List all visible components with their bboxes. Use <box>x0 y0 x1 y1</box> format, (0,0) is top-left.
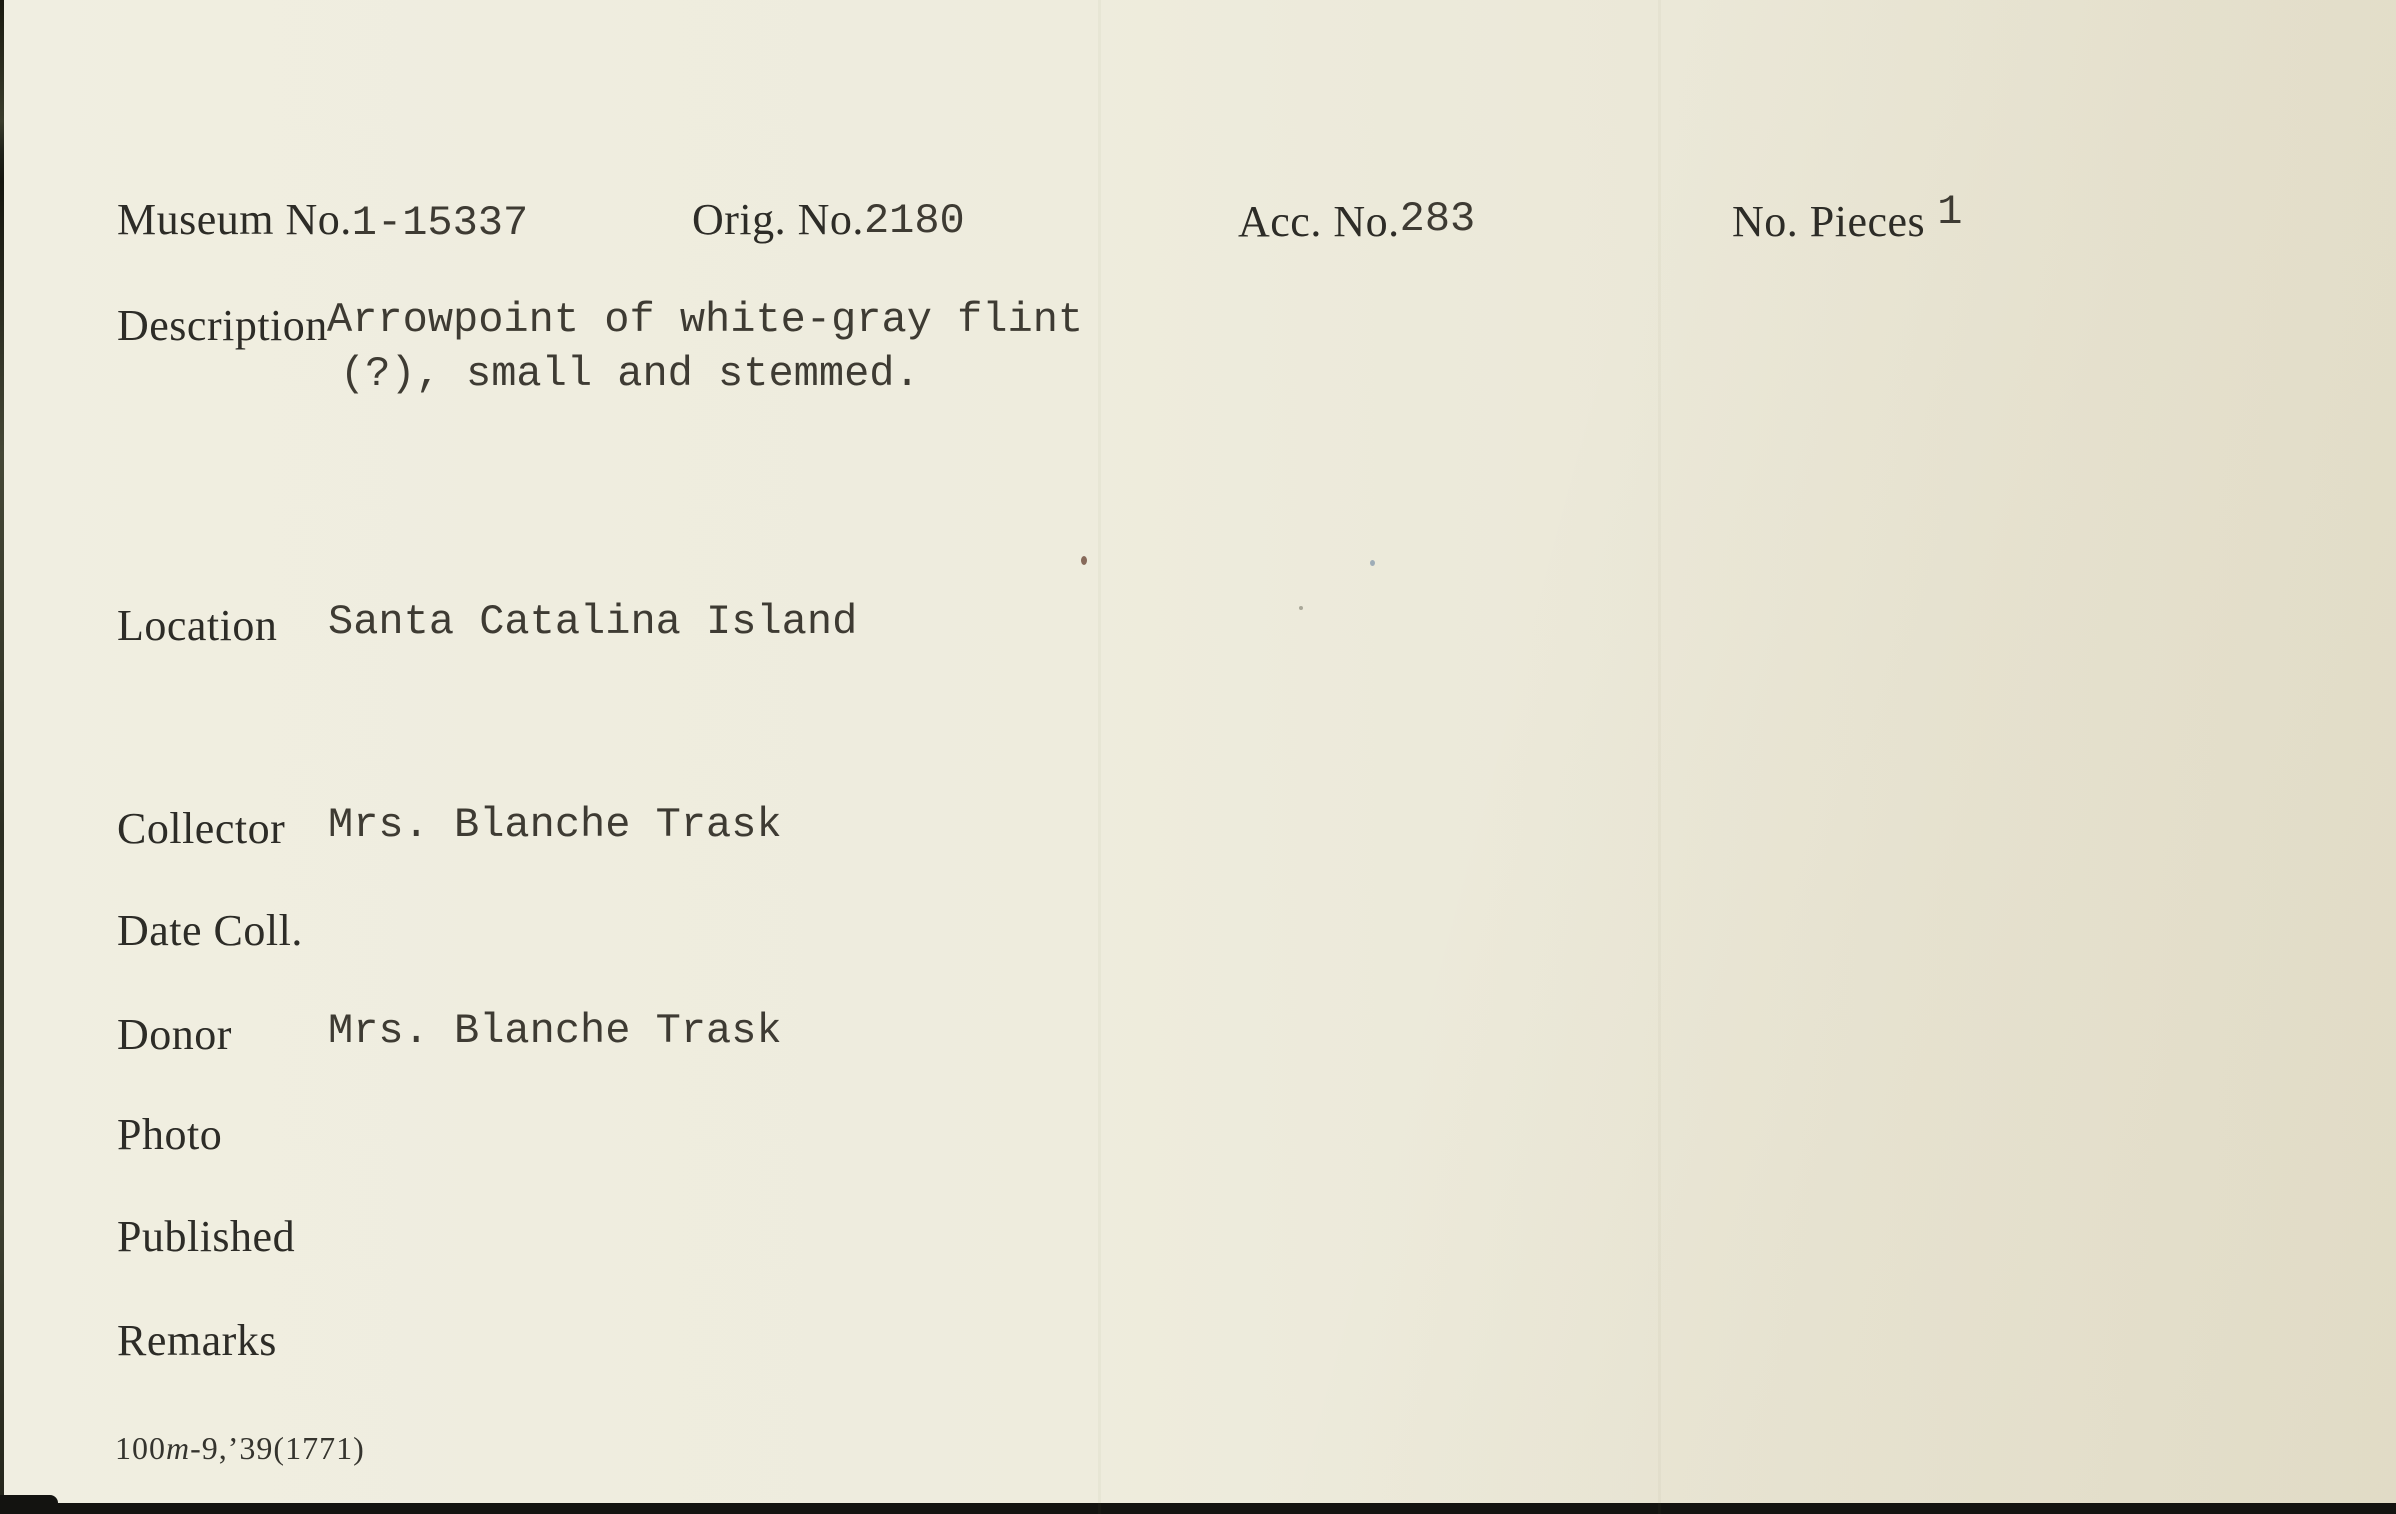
no-pieces-value: 1 <box>1937 188 1963 236</box>
paper-speck <box>1370 560 1375 566</box>
print-code <box>115 1430 365 1467</box>
orig-no-label: Orig. No. <box>692 195 864 244</box>
no-pieces-label: No. Pieces <box>1732 197 1926 246</box>
card-left-edge <box>0 0 4 1514</box>
description-value-line1: Arrowpoint of white-gray flint <box>327 296 1084 344</box>
photo-label: Photo <box>117 1110 223 1159</box>
paper-speck <box>1081 556 1087 565</box>
acc-no-label: Acc. No. <box>1238 197 1400 246</box>
scan-line-artifact <box>1098 0 1101 1514</box>
paper-speck <box>1299 606 1303 610</box>
scan-line-artifact <box>1658 0 1661 1514</box>
acc-no-field <box>1238 195 1476 246</box>
remarks-label: Remarks <box>117 1316 277 1365</box>
card-bottom-edge <box>0 1503 2396 1514</box>
orig-no-field <box>692 195 965 245</box>
card-bottom-left-corner <box>0 1495 58 1514</box>
acc-no-value: 283 <box>1399 195 1476 243</box>
donor-value: Mrs. Blanche Trask <box>328 1007 782 1055</box>
location-label: Location <box>117 601 278 650</box>
museum-no-value: 1-15337 <box>351 199 529 247</box>
collector-value: Mrs. Blanche Trask <box>328 801 782 849</box>
donor-label: Donor <box>117 1010 232 1059</box>
location-value: Santa Catalina Island <box>328 598 858 646</box>
collector-label: Collector <box>117 804 286 853</box>
print-code-part1: 100 <box>115 1430 166 1466</box>
published-label: Published <box>117 1212 296 1261</box>
museum-no-label: Museum No. <box>117 195 352 244</box>
date-coll-label: Date Coll. <box>117 906 303 955</box>
description-label: Description <box>117 301 328 350</box>
description-value-line2: (?), small and stemmed. <box>340 350 920 398</box>
print-code-italic-m: m <box>166 1430 191 1466</box>
no-pieces-field <box>1732 188 1963 246</box>
museum-no-field <box>117 195 529 247</box>
print-code-part2: -9,’39(1771) <box>190 1430 365 1466</box>
orig-no-value: 2180 <box>863 197 965 245</box>
